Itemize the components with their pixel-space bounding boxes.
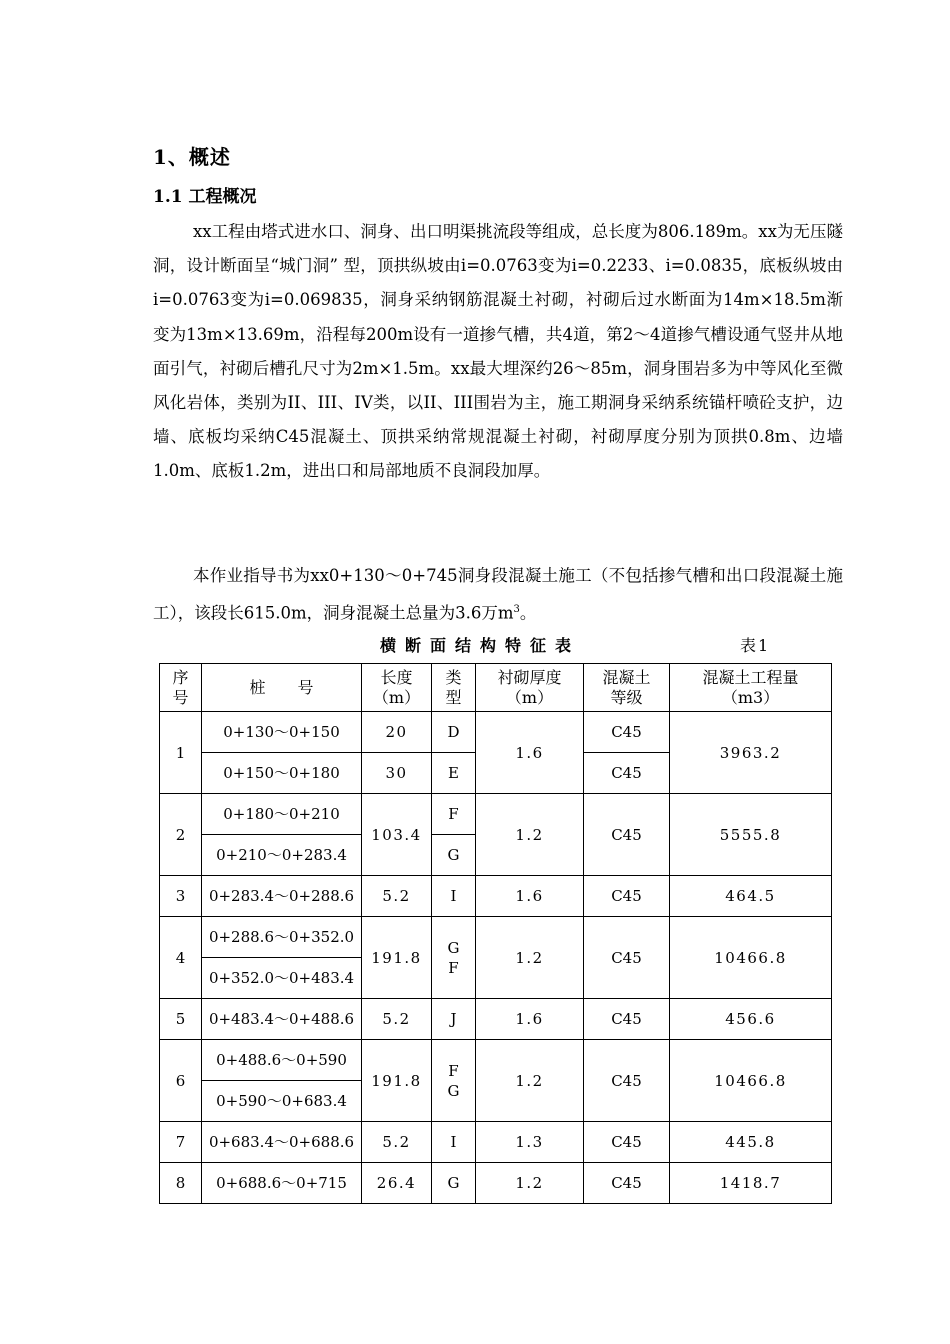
section-title: 1、概述 [153,145,231,169]
cell-length: 5.2 [362,999,432,1040]
cell-thickness: 1.6 [476,712,584,794]
cell-seq: 2 [160,794,202,876]
cell-volume: 1418.7 [670,1163,832,1204]
cell-seq: 4 [160,917,202,999]
cell-type: F G [432,1040,476,1122]
cell-length: 5.2 [362,876,432,917]
table-row [160,712,832,753]
cell-length: 5.2 [362,1122,432,1163]
cell-station: 0+488.6～0+590 [202,1040,362,1081]
cell-station: 0+130～0+150 [202,712,362,753]
table-header-row [160,664,832,712]
cell-thickness: 1.2 [476,1163,584,1204]
cell-type: I [432,1122,476,1163]
cell-length: 191.8 [362,1040,432,1122]
cell-thickness: 1.2 [476,917,584,999]
table-row [160,999,832,1040]
header-volume: 混凝土工程量 （m3） [670,664,832,712]
subsection-title: 1.1 工程概况 [153,187,257,207]
cell-volume: 445.8 [670,1122,832,1163]
table-row [160,876,832,917]
cell-station: 0+180～0+210 [202,794,362,835]
cell-grade: C45 [584,876,670,917]
header-type: 类 型 [432,664,476,712]
table-title: 横断面结构特征表 [380,636,581,655]
header-thickness: 衬砌厚度 （m） [476,664,584,712]
cell-station: 0+283.4～0+288.6 [202,876,362,917]
cell-volume: 464.5 [670,876,832,917]
cell-length: 26.4 [362,1163,432,1204]
header-grade: 混凝土 等级 [584,664,670,712]
cell-thickness: 1.2 [476,794,584,876]
cell-seq: 8 [160,1163,202,1204]
cell-station: 0+688.6～0+715 [202,1163,362,1204]
cell-seq: 1 [160,712,202,794]
cell-volume: 5555.8 [670,794,832,876]
cell-grade: C45 [584,1122,670,1163]
cross-section-table [159,663,832,1204]
cell-type: I [432,876,476,917]
cell-station: 0+288.6～0+352.0 [202,917,362,958]
cell-seq: 5 [160,999,202,1040]
cell-seq: 7 [160,1122,202,1163]
cell-station: 0+150～0+180 [202,753,362,794]
cell-grade: C45 [584,794,670,876]
cell-type: G [432,1163,476,1204]
cell-type: G [432,835,476,876]
table-number: 表1 [740,636,771,655]
cell-station: 0+683.4～0+688.6 [202,1122,362,1163]
cell-thickness: 1.3 [476,1122,584,1163]
cell-grade: C45 [584,1163,670,1204]
cell-station: 0+210～0+283.4 [202,835,362,876]
header-seq: 序 号 [160,664,202,712]
table-row [160,1163,832,1204]
header-length: 长度 （m） [362,664,432,712]
cell-type: F [432,794,476,835]
cell-grade: C45 [584,917,670,999]
cell-thickness: 1.6 [476,876,584,917]
cell-seq: 6 [160,1040,202,1122]
superscript-3: 3 [513,604,520,616]
cell-grade: C45 [584,1040,670,1122]
cell-station: 0+352.0～0+483.4 [202,958,362,999]
table-row [160,794,832,835]
cell-length: 191.8 [362,917,432,999]
header-station: 桩 号 [202,664,362,712]
cell-station: 0+590～0+683.4 [202,1081,362,1122]
cell-type: E [432,753,476,794]
cell-grade: C45 [584,712,670,753]
paragraph-overview: xx工程由塔式进水口、洞身、出口明渠挑流段等组成，总长度为806.189m。xx为无压隧洞，设计断面呈“城门洞” 型，顶拱纵坡由i=0.0763变为i=0.2233、i=0.0835，底板纵坡由i=0.0763变为i=0.069835，洞身采纳钢筋混凝土衬砌，衬砌后过水断面为14m×18.5m渐变为13m×13.69m，沿程每200m设有一道掺气槽，共4道，第2～4道掺气槽设通气竖井从地面引气，衬砌后槽孔尺寸为2m×1.5m。xx最大埋深约26～85m，洞身围岩多为中等风化至微风化岩体，类别为II、III、IV类，以II、III围岩为主，施工期洞身采纳系统锚杆喷砼支护，边墙、底板均采纳C45混凝土、顶拱采纳常规混凝土衬砌，衬砌厚度分别为顶拱0.8m、边墙1.0m、底板1.2m，进出口和局部地质不良洞段加厚。 [153,222,843,481]
table-row [160,1040,832,1081]
cell-volume: 3963.2 [670,712,832,794]
cell-station: 0+483.4～0+488.6 [202,999,362,1040]
cell-seq: 3 [160,876,202,917]
cell-type: G F [432,917,476,999]
cell-type: J [432,999,476,1040]
paragraph-scope-text: 本作业指导书为xx0+130～0+745洞身段混凝土施工（不包括掺气槽和出口段混凝土施工），该段长615.0m，洞身混凝土总量为3.6万m [153,566,843,623]
cell-length: 30 [362,753,432,794]
cell-thickness: 1.2 [476,1040,584,1122]
cell-grade: C45 [584,753,670,794]
cell-volume: 456.6 [670,999,832,1040]
table-row [160,917,832,958]
cell-length: 103.4 [362,794,432,876]
paragraph-scope-end: 。 [519,603,537,623]
cell-thickness: 1.6 [476,999,584,1040]
cell-volume: 10466.8 [670,917,832,999]
cell-type: D [432,712,476,753]
table-row [160,1122,832,1163]
cell-volume: 10466.8 [670,1040,832,1122]
cell-grade: C45 [584,999,670,1040]
paragraph-scope [153,559,843,631]
cell-length: 20 [362,712,432,753]
